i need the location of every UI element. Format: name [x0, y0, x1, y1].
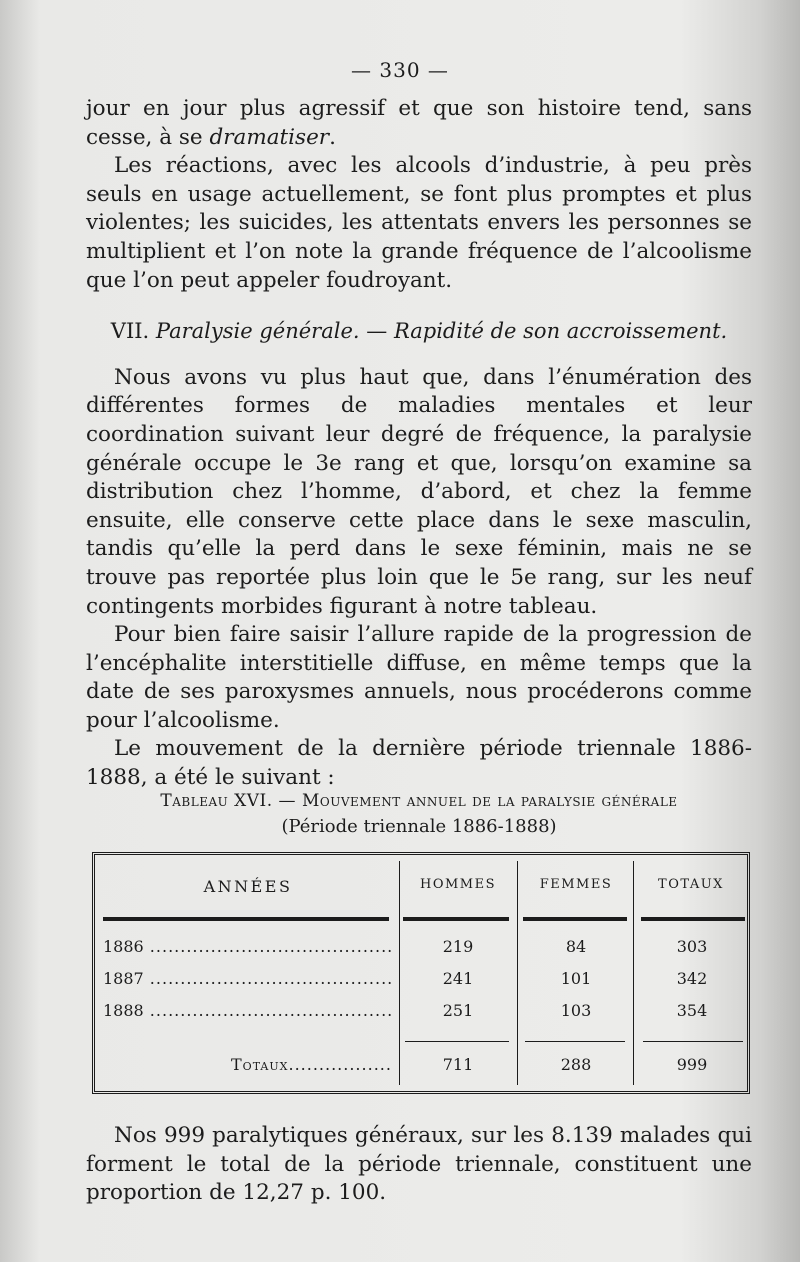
table-row	[95, 1001, 747, 1031]
total-row	[95, 1055, 747, 1085]
header-femmes: FEMMES	[539, 877, 613, 892]
header-totaux: TOTAUX	[658, 877, 724, 892]
totaux-cell: 342	[676, 969, 708, 988]
paragraph-6: Nos 999 paralytiques généraux, sur les 8.139 malades qui forment le total de la période triennale, constituent une proportion de 12,27 p. 100.	[86, 1123, 752, 1206]
header-rule	[103, 917, 389, 921]
paragraph-4: Pour bien faire saisir l’allure rapide de la progression de l’encéphalite interstitielle diffuse, en même temps que la date de ses paroxysmes annuels, nous procéderons comme pour l’alcoolisme.	[86, 622, 752, 733]
total-rule	[525, 1041, 625, 1042]
paragraph-5: Le mouvement de la dernière période triennale 1886-1888, a été le suivant :	[86, 736, 752, 791]
body-text	[86, 95, 752, 793]
paragraph-1	[86, 95, 752, 152]
femmes-cell: 103	[560, 1001, 592, 1020]
total-totaux: 999	[676, 1055, 708, 1074]
page-number: — 330 —	[351, 58, 449, 82]
total-hommes: 711	[442, 1055, 474, 1074]
table-caption: Tableau XVI. — Mouvement annuel de la paralysie générale	[160, 791, 678, 811]
paragraph-1-end: .	[329, 124, 336, 150]
femmes-cell: 101	[560, 969, 592, 988]
section-dash: —	[359, 319, 394, 344]
hommes-cell: 241	[442, 969, 474, 988]
data-table	[92, 852, 750, 1094]
year-cell: 1888 .....	[103, 1001, 393, 1020]
section-number: VII.	[110, 319, 150, 344]
paragraph-1-text: jour en jour plus agressif et que son histoire tend, sans cesse, à se	[86, 96, 752, 150]
paragraph-2: Les réactions, avec les alcools d’industrie, à peu près seuls en usage actuellement, se font plus promptes et plus violentes; les suicides, les attentats envers les personnes se multiplient et l’on note la grande fréquence de l’alcoolisme que l’on peut appeler foudroyant.	[86, 153, 752, 293]
total-rule	[405, 1041, 509, 1042]
hommes-cell: 219	[442, 937, 474, 956]
total-label: Totaux .....	[231, 1055, 391, 1074]
femmes-cell: 84	[565, 937, 587, 956]
table-subcaption: (Période triennale 1886-1888)	[281, 816, 557, 837]
section-heading	[86, 317, 752, 346]
table-row	[95, 969, 747, 999]
header-rule	[403, 917, 509, 921]
header-hommes: HOMMES	[419, 877, 496, 892]
paragraph-3: Nous avons vu plus haut que, dans l’énumération des différentes formes de maladies mentales et leur coordination suivant leur degré de fréquence, la paralysie générale occupe le 3e rang et que, lorsqu’on examine sa distribution chez l’homme, d’abord, et chez la femme ensuite, elle conserve cette place dans le sexe masculin, tandis qu’elle la perd dans le sexe féminin, mais ne se trouve pas reportée plus loin que le 5e rang, sur les neuf contingents morbides figurant à notre tableau.	[86, 364, 752, 619]
hommes-cell: 251	[442, 1001, 474, 1020]
header-rule	[641, 917, 745, 921]
section-title-b: Rapidité de son accroissement.	[393, 319, 728, 344]
total-rule	[643, 1041, 743, 1042]
paragraph-1-italic: dramatiser	[209, 124, 330, 150]
total-femmes: 288	[560, 1055, 592, 1074]
closing-text	[86, 1122, 752, 1208]
year-cell: 1887 .....	[103, 969, 393, 988]
year-cell: 1886 .....	[103, 937, 393, 956]
header-years: ANNÉES	[203, 877, 293, 896]
totaux-cell: 303	[676, 937, 708, 956]
totaux-cell: 354	[676, 1001, 708, 1020]
section-title-a: Paralysie générale.	[155, 319, 360, 344]
table-row	[95, 937, 747, 967]
header-rule	[523, 917, 627, 921]
